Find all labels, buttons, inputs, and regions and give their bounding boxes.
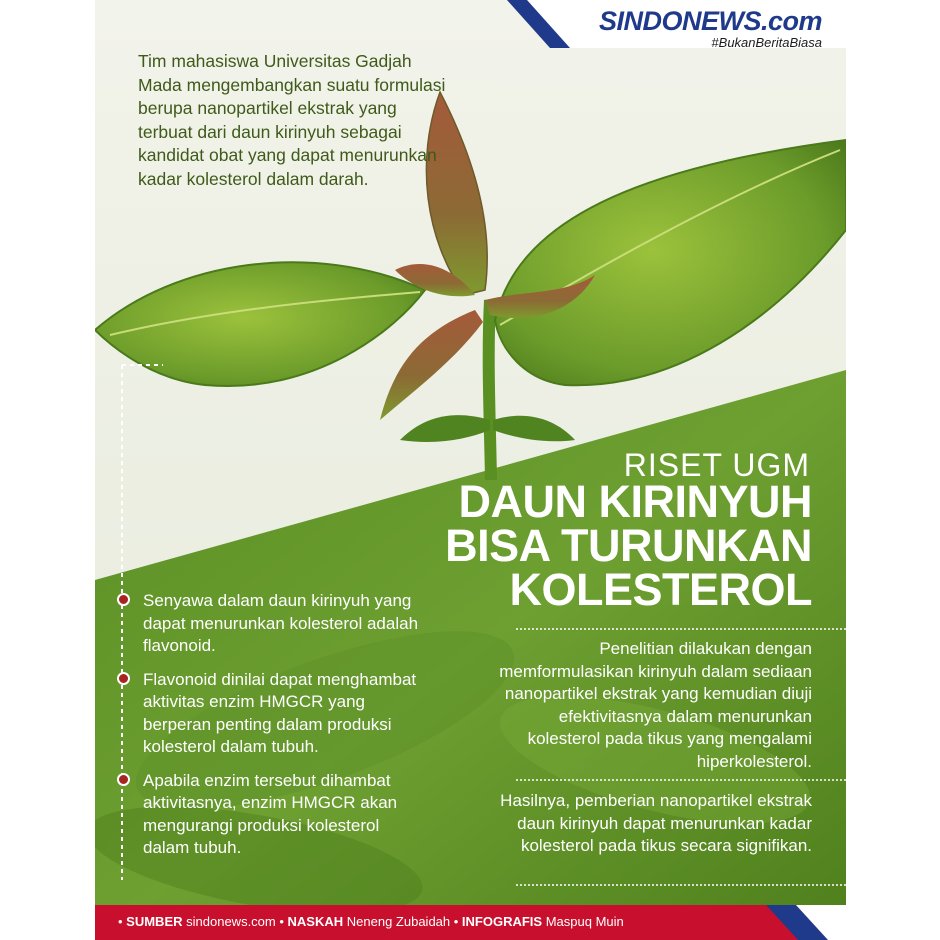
bullet-text: Flavonoid dinilai dapat menghambat aktivitas enzim HMGCR yang berperan penting dalam produksi kolesterol dalam tubuh. bbox=[143, 669, 417, 756]
bullet-dot-icon bbox=[117, 672, 130, 685]
logo-tagline: #BukanBeritaBiasa bbox=[711, 35, 822, 50]
headline-line-2: BISA TURUNKAN bbox=[445, 520, 812, 571]
stem bbox=[489, 300, 491, 480]
source-label: SUMBER bbox=[126, 914, 183, 929]
research-paragraph: Penelitian dilakukan dengan memformulasikan kirinyuh dalam sediaan nanopartikel ekstrak yang kemudian diuji efektivitasnya dalam menurunkan kolesterol pada tikus yang mengalami hiperkolesterol. bbox=[499, 639, 812, 771]
writer-label: NASKAH bbox=[287, 914, 344, 929]
footer-stripe bbox=[766, 905, 846, 940]
bullet-item bbox=[123, 590, 423, 658]
title-kicker: RISET UGM bbox=[623, 447, 810, 483]
infographic-value: Maspuq Muin bbox=[545, 914, 624, 929]
infographic-label: INFOGRAFIS bbox=[461, 914, 543, 929]
credits-footer bbox=[95, 905, 846, 940]
bullet-dot-icon bbox=[117, 773, 130, 786]
logo-wordmark: SINDONEWS.com bbox=[598, 6, 822, 36]
writer-value: Neneng Zubaidah bbox=[346, 914, 451, 929]
credits-text: • SUMBER sindonews.com • NASKAH Neneng Zubaidah • INFOGRAFIS Maspuq Muin bbox=[118, 914, 624, 929]
divider bbox=[516, 779, 846, 781]
bullet-dot-icon bbox=[117, 593, 130, 606]
headline bbox=[445, 476, 812, 615]
result-paragraph: Hasilnya, pemberian nanopartikel ekstrak daun kirinyuh dapat menurunkan kadar kolesterol pada tikus secara signifikan. bbox=[500, 791, 812, 855]
bullet-text: Senyawa dalam daun kirinyuh yang dapat menurunkan kolesterol adalah flavonoid. bbox=[143, 591, 419, 655]
bullet-text: Apabila enzim tersebut dihambat aktivitasnya, enzim HMGCR akan mengurangi produksi kolesterol dalam tubuh. bbox=[143, 770, 398, 857]
bullet-list bbox=[123, 590, 423, 871]
bullet-item bbox=[123, 669, 423, 759]
source-value: sindonews.com bbox=[186, 914, 276, 929]
intro-text: Tim mahasiswa Universitas Gadjah Mada mengembangkan suatu formulasi berupa nanopartikel ekstrak yang terbuat dari daun kirinyuh sebagai kandidat obat yang dapat menurunkan kadar kolesterol dalam darah. bbox=[138, 51, 446, 189]
bullet-item bbox=[123, 770, 423, 860]
headline-line-3: KOLESTEROL bbox=[509, 564, 812, 615]
divider bbox=[516, 628, 846, 630]
divider bbox=[516, 884, 846, 886]
headline-line-1: DAUN KIRINYUH bbox=[458, 476, 812, 527]
infographic-poster bbox=[95, 0, 846, 940]
brand-logo[interactable] bbox=[599, 6, 822, 50]
